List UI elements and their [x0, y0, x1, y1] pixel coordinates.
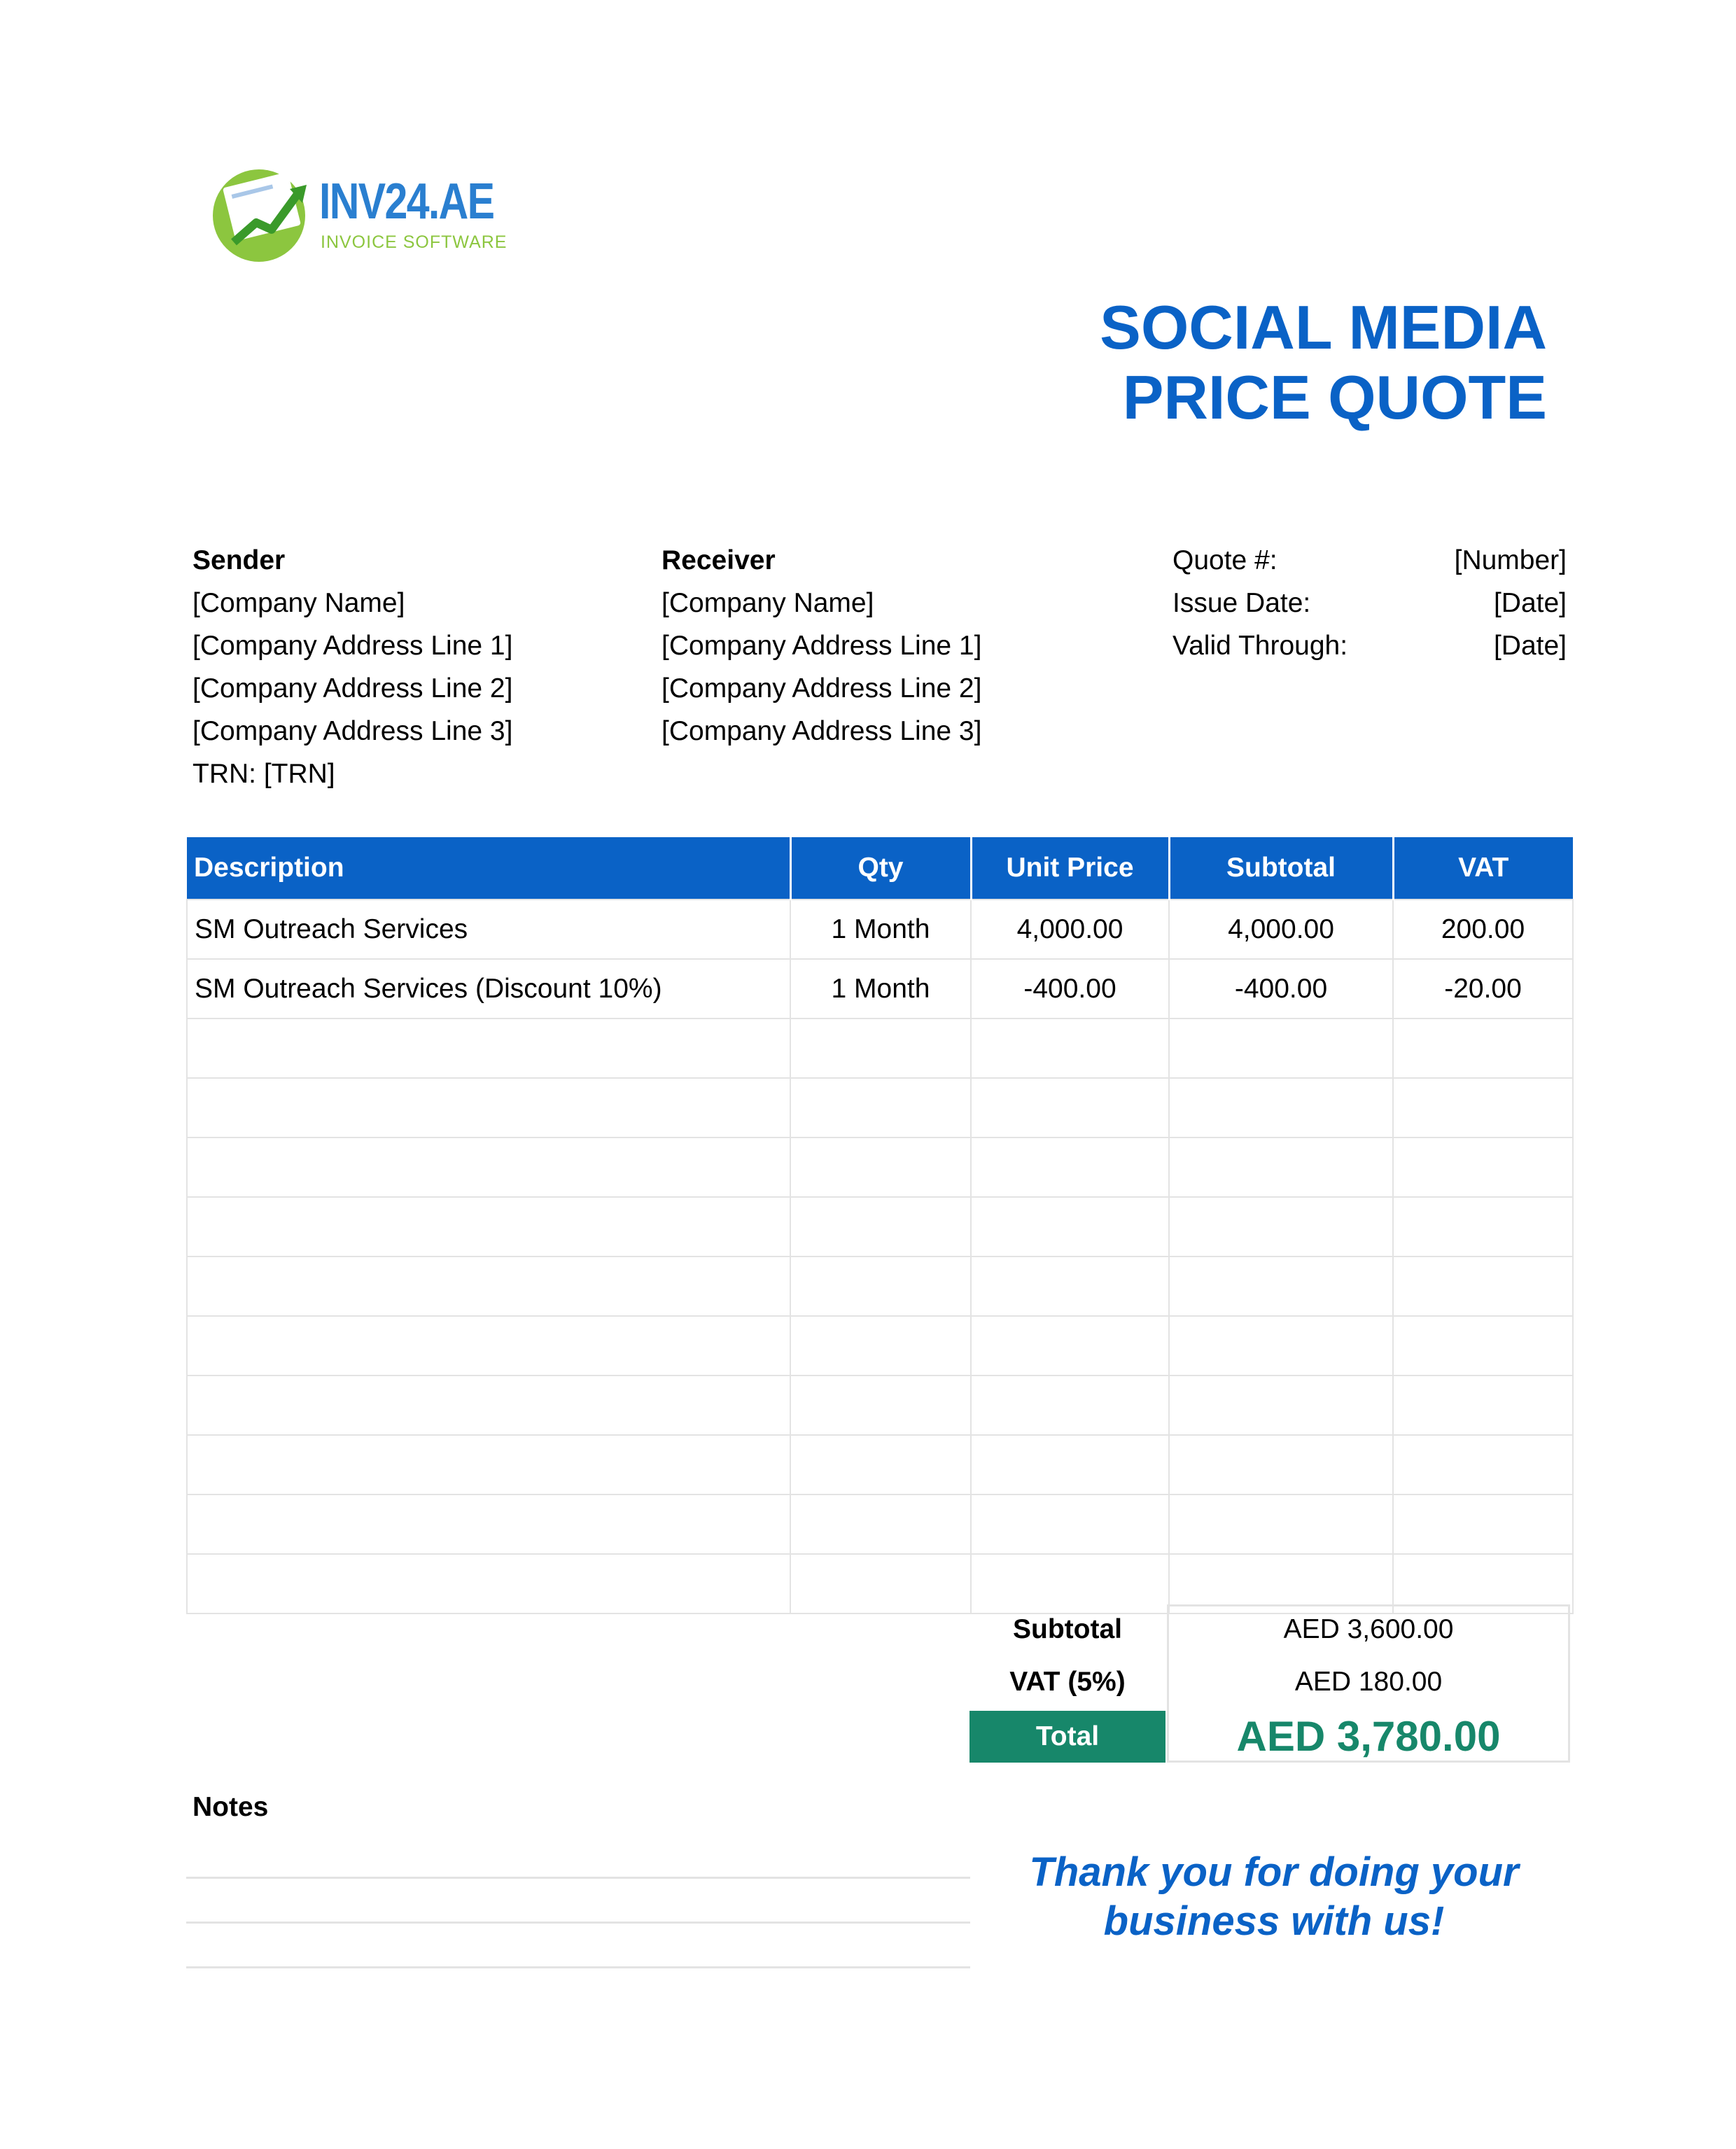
notes-line: [186, 1877, 970, 1879]
receiver-address-1: [Company Address Line 1]: [662, 631, 982, 661]
vat-value: AED 180.00: [1294, 1667, 1443, 1697]
total-label: Total: [969, 1711, 1166, 1763]
empty-table-row: [187, 1078, 1573, 1138]
cell-subtotal: -400.00: [1169, 959, 1393, 1018]
cell-unit-price: 4,000.00: [971, 899, 1169, 959]
sender-company-name: [Company Name]: [192, 588, 405, 618]
notes-line: [186, 1966, 970, 1968]
cell-subtotal: 4,000.00: [1169, 899, 1393, 959]
sender-trn: TRN: [TRN]: [192, 759, 335, 789]
vat-label: VAT (5%): [1009, 1667, 1126, 1697]
issue-date-label: Issue Date:: [1172, 588, 1311, 618]
thank-you-line-2: business with us!: [1103, 1898, 1445, 1944]
valid-through-value: [Date]: [1493, 631, 1567, 661]
logo-tagline: INVOICE SOFTWARE: [321, 232, 507, 252]
receiver-address-3: [Company Address Line 3]: [662, 716, 982, 746]
receiver-company-name: [Company Name]: [662, 588, 874, 618]
table-row: [187, 959, 1573, 1018]
thank-you-message: [994, 1848, 1554, 1946]
sender-address-2: [Company Address Line 2]: [192, 673, 513, 704]
sender-address-3: [Company Address Line 3]: [192, 716, 513, 746]
cell-vat: -20.00: [1393, 959, 1573, 1018]
empty-table-row: [187, 1435, 1573, 1494]
notes-heading: Notes: [192, 1792, 269, 1822]
table-row: [187, 899, 1573, 959]
table-header-row: [187, 837, 1573, 899]
notes-line: [186, 1921, 970, 1924]
quote-meta-labels: [1172, 539, 1348, 667]
empty-table-row: [187, 1256, 1573, 1316]
cell-unit-price: -400.00: [971, 959, 1169, 1018]
logo-name: INV24.AE: [319, 174, 494, 230]
empty-table-row: [187, 1376, 1573, 1435]
thank-you-line-1: Thank you for doing your: [1029, 1849, 1519, 1895]
receiver-address-2: [Company Address Line 2]: [662, 673, 982, 704]
cell-qty: 1 Month: [790, 899, 971, 959]
subtotal-label: Subtotal: [1013, 1614, 1122, 1644]
title-line-2: PRICE QUOTE: [1122, 363, 1547, 432]
issue-date-value: [Date]: [1493, 588, 1567, 618]
empty-table-row: [187, 1018, 1573, 1078]
empty-table-row: [187, 1494, 1573, 1554]
line-items-table: [186, 837, 1574, 1614]
empty-table-row: [187, 1197, 1573, 1256]
title-line-1: SOCIAL MEDIA: [1100, 293, 1547, 362]
cell-qty: 1 Month: [790, 959, 971, 1018]
total-value: AED 3,780.00: [1236, 1713, 1501, 1760]
document-title: [1100, 293, 1547, 433]
valid-through-label: Valid Through:: [1172, 631, 1348, 661]
cell-vat: 200.00: [1393, 899, 1573, 959]
empty-table-row: [187, 1316, 1573, 1376]
receiver-heading: Receiver: [662, 545, 776, 575]
sender-block: [192, 539, 512, 795]
cell-description: SM Outreach Services: [187, 899, 790, 959]
header-unit-price: Unit Price: [971, 837, 1169, 899]
header-vat: VAT: [1393, 837, 1573, 899]
quote-number-value: [Number]: [1454, 545, 1567, 575]
cell-description: SM Outreach Services (Discount 10%): [187, 959, 790, 1018]
header-qty: Qty: [790, 837, 971, 899]
subtotal-value: AED 3,600.00: [1283, 1614, 1454, 1644]
sender-heading: Sender: [192, 545, 286, 575]
header-description: Description: [187, 837, 790, 899]
quote-number-label: Quote #:: [1172, 545, 1278, 575]
empty-table-row: [187, 1138, 1573, 1197]
header-subtotal: Subtotal: [1169, 837, 1393, 899]
receiver-block: [662, 539, 981, 752]
sender-address-1: [Company Address Line 1]: [192, 631, 513, 661]
quote-meta-values: [1455, 539, 1567, 667]
